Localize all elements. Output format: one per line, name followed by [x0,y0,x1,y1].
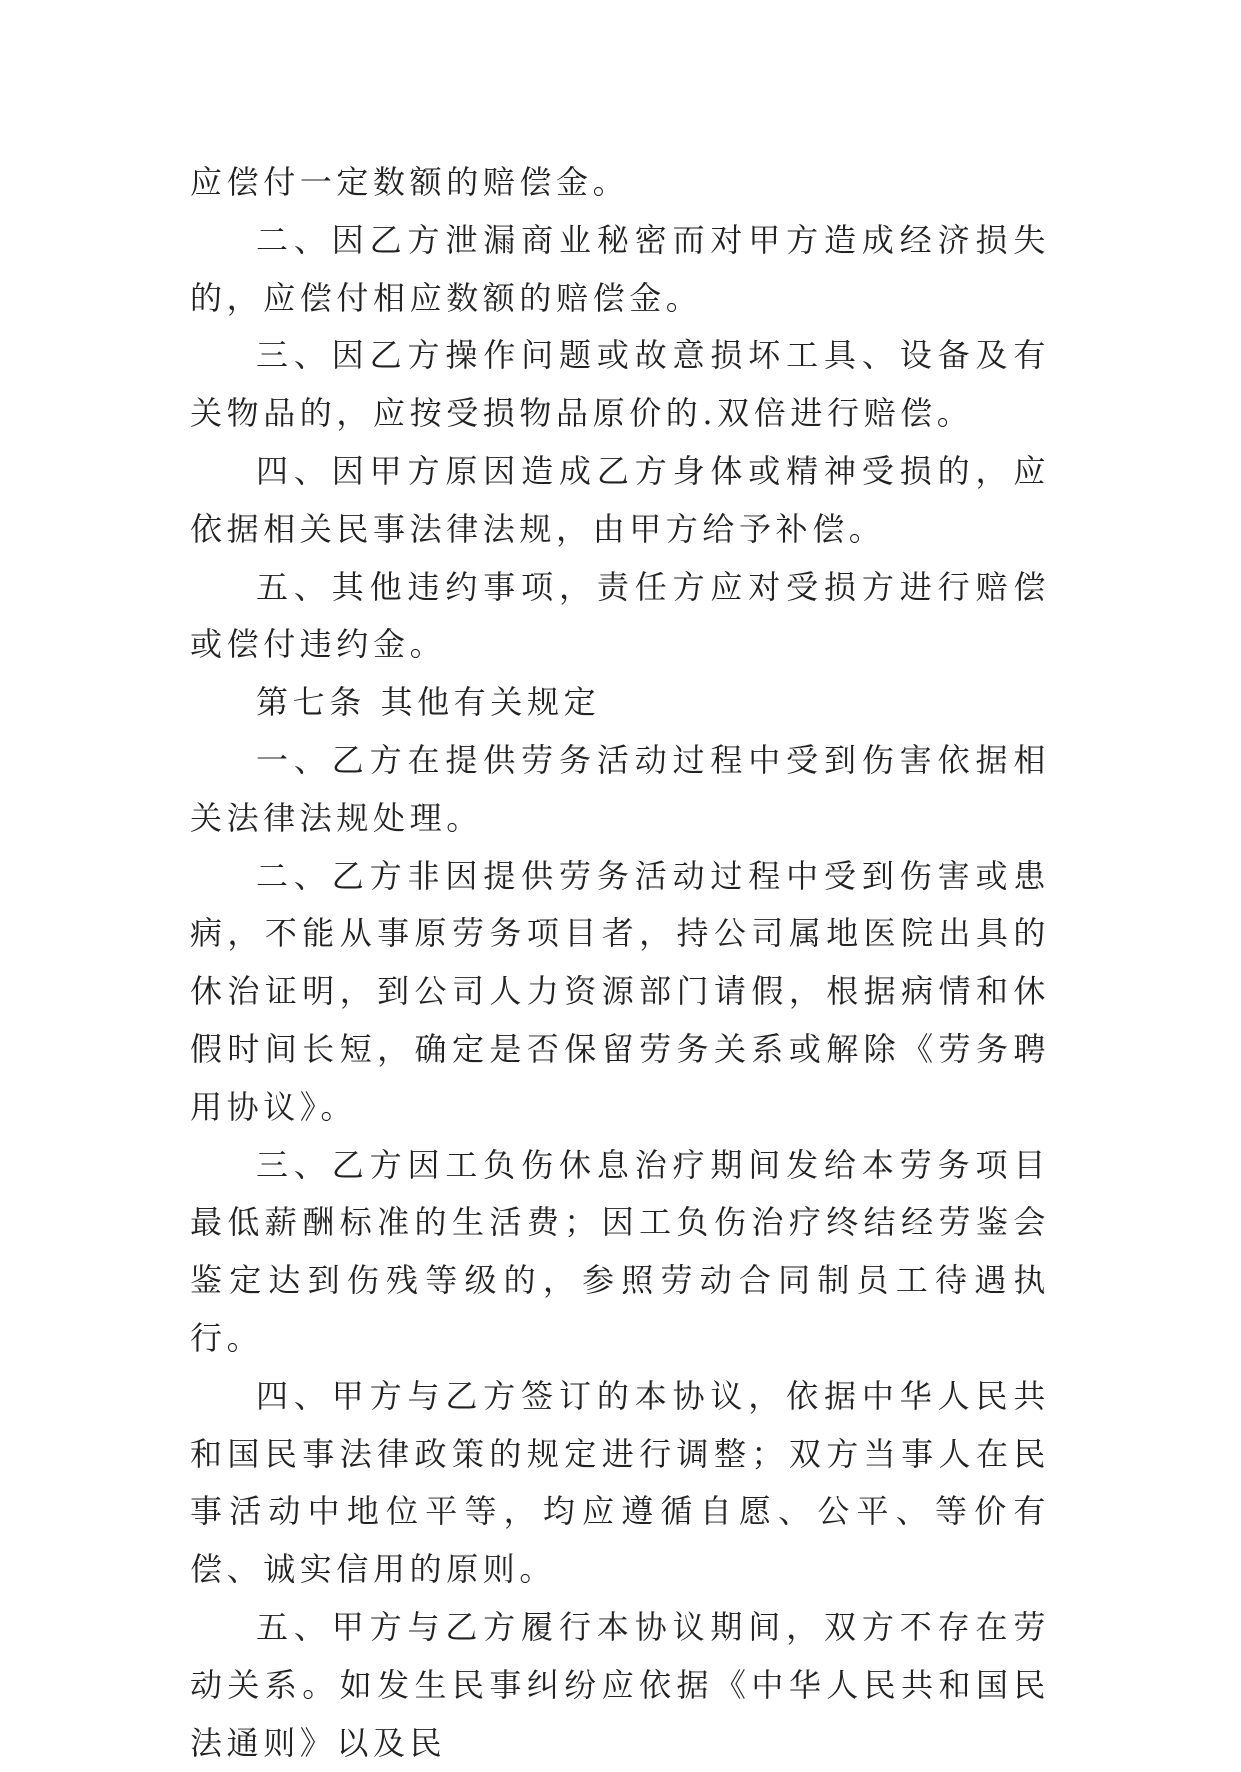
paragraph-article7-item-1: 一、乙方在提供劳务活动过程中受到伤害依据相关法律法规处理。 [190,740,1050,837]
document-body [190,154,1050,1772]
section-heading-article-7: 第七条 其他有关规定 [256,683,601,722]
paragraph-article7-item-2: 二、乙方非因提供劳务活动过程中受到伤害或患病，不能从事原劳务项目者，持公司属地医院出具的休治证明，到公司人力资源部门请假，根据病情和休假时间长短，确定是否保留劳务关系或解除《劳务聘用协议》。 [190,856,1050,1126]
paragraph-continuation: 应偿付一定数额的赔偿金。 [190,163,630,201]
paragraph-clause-2: 二、因乙方泄漏商业秘密而对甲方造成经济损失的，应偿付相应数额的赔偿金。 [190,220,1050,317]
paragraph-clause-4: 四、因甲方原因造成乙方身体或精神受损的，应依据相关民事法律法规，由甲方给予补偿。 [190,451,1050,548]
paragraph-article7-item-4: 四、甲方与乙方签订的本协议，依据中华人民共和国民事法律政策的规定进行调整；双方当事人在民事活动中地位平等，均应遵循自愿、公平、等价有偿、诚实信用的原则。 [190,1376,1050,1589]
paragraph-clause-5: 五、其他违约事项，责任方应对受损方进行赔偿或偿付违约金。 [190,567,1050,664]
paragraph-article7-item-3: 三、乙方因工负伤休息治疗期间发给本劳务项目最低薪酬标准的生活费；因工负伤治疗终结经劳鉴会鉴定达到伤残等级的，参照劳动合同制员工待遇执行。 [190,1145,1050,1357]
paragraph-article7-item-5: 五、甲方与乙方履行本协议期间，双方不存在劳动关系。如发生民事纠纷应依据《中华人民共和国民法通则》以及民 [190,1607,1050,1762]
paragraph-clause-3: 三、因乙方操作问题或故意损坏工具、设备及有关物品的，应按受损物品原价的.双倍进行赔偿。 [190,336,1050,433]
